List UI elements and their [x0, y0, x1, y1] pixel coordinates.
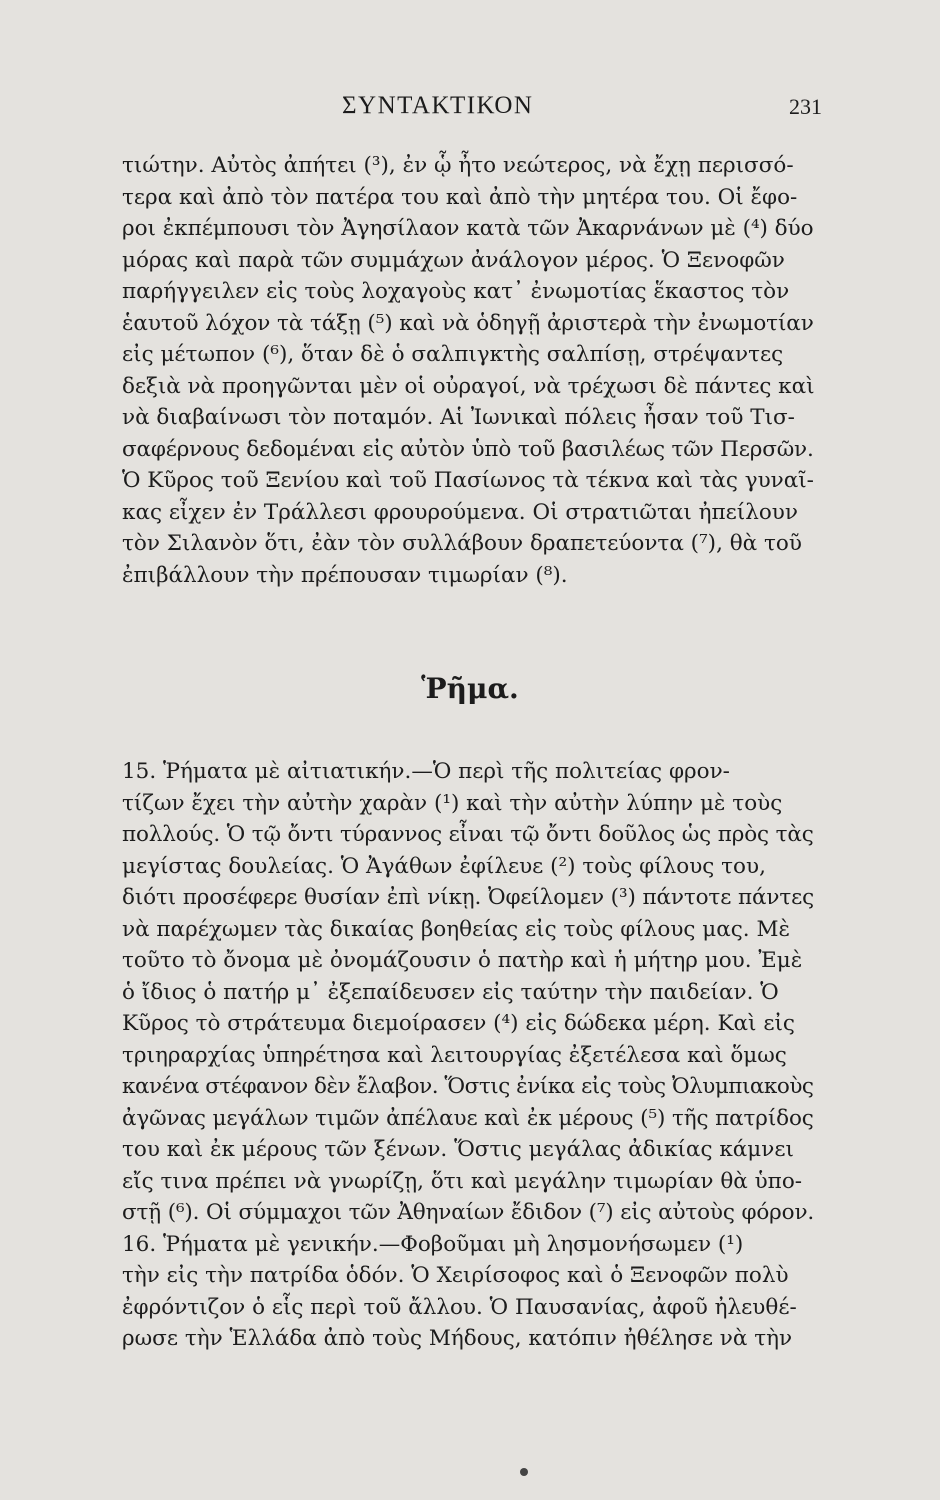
paragraph-exercises [122, 150, 814, 591]
text-line: κανένα στέφανον δὲν ἔλαβον. Ὅστις ἐνίκα εἰς τοὺς Ὀλυμπιακοὺς [122, 1074, 814, 1099]
text-line: τερα καὶ ἀπὸ τὸν πατέρα του καὶ ἀπὸ τὴν μητέρα του. Οἱ ἔφο- [122, 184, 798, 210]
text-line: Ὁ Κῦρος τοῦ Ξενίου καὶ τοῦ Πασίωνος τὰ τέκνα καὶ τὰς γυναῖ- [122, 468, 814, 493]
page-header [0, 92, 940, 132]
text-line: τὴν εἰς τὴν πατρίδα ὁδόν. Ὁ Χειρίσοφος καὶ ὁ Ξενοφῶν πολὺ [122, 1263, 789, 1288]
paragraph-verbs [122, 756, 814, 1355]
text-line: νὰ διαβαίνωσι τὸν ποταμόν. Αἱ Ἰωνικαὶ πόλεις ἦσαν τοῦ Τισ- [122, 405, 795, 430]
text-line: 15. Ῥήματα μὲ αἰτιατικήν.—Ὁ περὶ τῆς πολιτείας φρον- [122, 759, 730, 784]
page-number: 231 [789, 94, 822, 119]
text-line: παρήγγειλεν εἰς τοὺς λοχαγοὺς κατ᾽ ἐνωμοτίας ἕκαστος τὸν [122, 279, 790, 304]
section-heading: Ῥῆμα. [421, 672, 519, 705]
text-line: ροι ἐκπέμπουσι τὸν Ἀγησίλαον κατὰ τῶν Ἀκαρνάνων μὲ (⁴) δύο [122, 216, 814, 241]
text-line: μόρας καὶ παρὰ τῶν συμμάχων ἀνάλογον μέρος. Ὁ Ξενοφῶν [122, 247, 785, 273]
text-line: ἑαυτοῦ λόχον τὰ τάξῃ (⁵) καὶ νὰ ὁδηγῇ ἀριστερὰ τὴν ἐνωμοτίαν [122, 310, 814, 336]
text-line: Κῦρος τὸ στράτευμα διεμοίρασεν (⁴) εἰς δώδεκα μέρη. Καὶ εἰς [122, 1011, 795, 1036]
text-line: πολλούς. Ὁ τῷ ὄντι τύραννος εἶναι τῷ ὄντι δοῦλος ὡς πρὸς τὰς [122, 822, 814, 847]
text-line: δεξιὰ νὰ προηγῶνται μὲν οἱ οὐραγοί, νὰ τρέχωσι δὲ πάντες καὶ [122, 373, 814, 399]
text-line: εἰς μέτωπον (⁶), ὅταν δὲ ὁ σαλπιγκτὴς σαλπίσῃ, στρέψαντες [122, 342, 784, 367]
text-line: σαφέρνους δεδομέναι εἰς αὐτὸν ὑπὸ τοῦ βασιλέως τῶν Περσῶν. [122, 436, 814, 462]
text-line: διότι προσέφερε θυσίαν ἐπὶ νίκῃ. Ὀφείλομεν (³) πάντοτε πάντες [122, 885, 814, 910]
text-line: τιώτην. Αὐτὸς ἀπήτει (³), ἐν ᾧ ἦτο νεώτερος, νὰ ἔχῃ περισσό- [122, 153, 794, 178]
text-line: τοῦτο τὸ ὄνομα μὲ ὀνομάζουσιν ὁ πατὴρ καὶ ἡ μήτηρ μου. Ἐμὲ [122, 948, 803, 973]
text-line: ρωσε τὴν Ἑλλάδα ἀπὸ τοὺς Μήδους, κατόπιν ἠθέλησε νὰ τὴν [122, 1326, 793, 1351]
text-line: στῇ (⁶). Οἱ σύμμαχοι τῶν Ἀθηναίων ἔδιδον (⁷) εἰς αὐτοὺς φόρον. [122, 1200, 814, 1225]
text-line: ἐφρόντιζον ὁ εἷς περὶ τοῦ ἄλλου. Ὁ Παυσανίας, ἀφοῦ ἠλευθέ- [122, 1294, 797, 1320]
text-line: κας εἶχεν ἐν Τράλλεσι φρουρούμενα. Οἱ στρατιῶται ἠπείλουν [122, 499, 798, 525]
text-line: 16. Ῥήματα μὲ γενικήν.—Φοβοῦμαι μὴ λησμονήσωμεν (¹) [122, 1231, 744, 1257]
text-line: του καὶ ἐκ μέρους τῶν ξένων. Ὅστις μεγάλας ἀδικίας κάμνει [122, 1137, 794, 1162]
text-line: τίζων ἔχει τὴν αὐτὴν χαρὰν (¹) καὶ τὴν αὐτὴν λύπην μὲ τοὺς [122, 790, 783, 816]
text-line: νὰ παρέχωμεν τὰς δικαίας βοηθείας εἰς τοὺς φίλους μας. Μὲ [122, 916, 791, 942]
running-title: ΣΥΝΤΑΚΤΙΚΟΝ [342, 92, 534, 119]
text-line: ἐπιβάλλουν τὴν πρέπουσαν τιμωρίαν (⁸). [122, 562, 568, 588]
text-line: τριηραρχίας ὑπηρέτησα καὶ λειτουργίας ἐξετέλεσα καὶ ὅμως [122, 1042, 787, 1068]
text-line: μεγίστας δουλείας. Ὁ Ἀγάθων ἐφίλευε (²) τοὺς φίλους του, [122, 853, 766, 879]
text-line: ἀγῶνας μεγάλων τιμῶν ἀπέλαυε καὶ ἐκ μέρους (⁵) τῆς πατρίδος [122, 1105, 814, 1131]
ink-speck [520, 1468, 528, 1476]
text-line: τὸν Σιλανὸν ὅτι, ἐὰν τὸν συλλάβουν δραπετεύοντα (⁷), θὰ τοῦ [122, 531, 802, 556]
text-line: εἴς τινα πρέπει νὰ γνωρίζῃ, ὅτι καὶ μεγάλην τιμωρίαν θὰ ὑπο- [122, 1168, 803, 1194]
text-line: ὁ ἴδιος ὁ πατήρ μ᾽ ἐξεπαίδευσεν εἰς ταύτην τὴν παιδείαν. Ὁ [122, 979, 779, 1005]
